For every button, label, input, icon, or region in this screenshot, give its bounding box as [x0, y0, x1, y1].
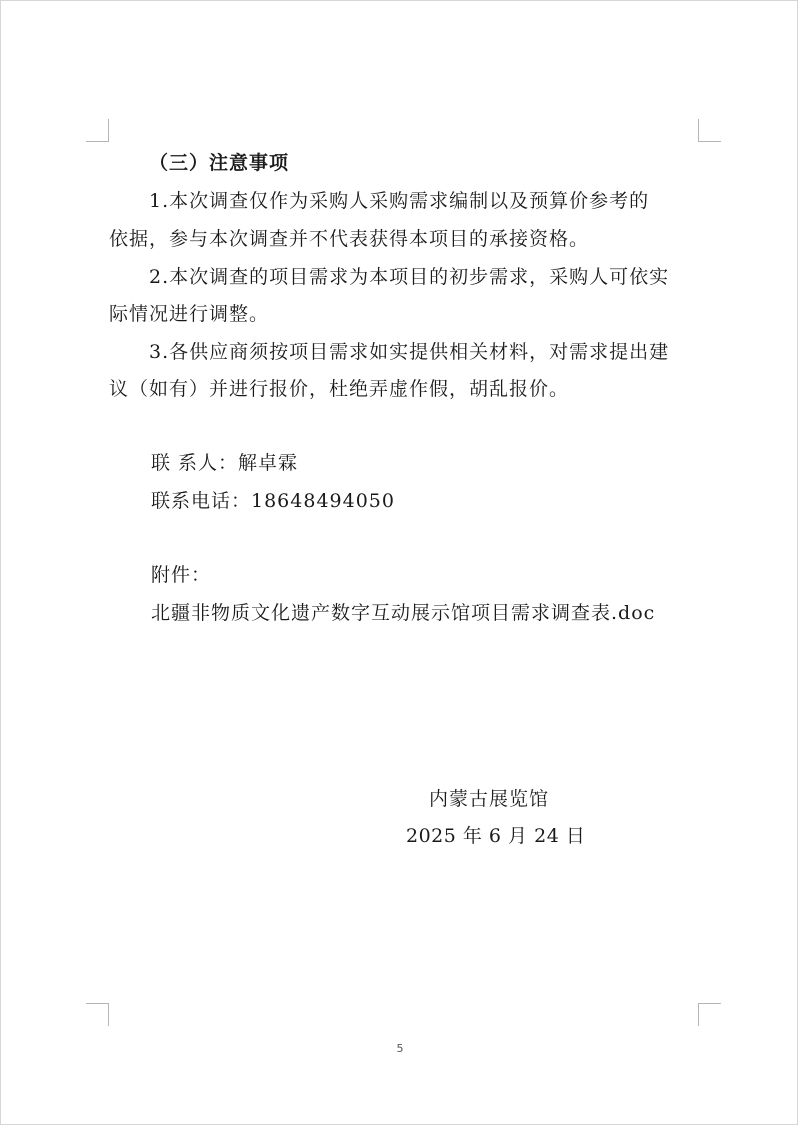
notice-item-1-line-2: 依据，参与本次调查并不代表获得本项目的承接资格。 [109, 228, 590, 250]
signature-organization: 内蒙古展览馆 [429, 788, 550, 810]
margin-corner-top-left [86, 119, 109, 142]
margin-corner-bottom-right [698, 1003, 721, 1026]
margin-corner-top-right [698, 119, 721, 142]
contact-person: 联 系人：解卓霖 [151, 452, 299, 474]
notice-item-2-line-1: 2.本次调查的项目需求为本项目的初步需求，采购人可依实 [149, 266, 670, 288]
attachment-filename: 北疆非物质文化遗产数字互动展示馆项目需求调查表.doc [151, 602, 656, 624]
margin-corner-bottom-left [86, 1003, 109, 1026]
notice-item-3-line-1: 3.各供应商须按项目需求如实提供相关材料，对需求提出建 [149, 341, 670, 363]
notice-item-1-line-1: 1.本次调查仅作为采购人采购需求编制以及预算价参考的 [149, 190, 650, 212]
notice-item-2-line-2: 际情况进行调整。 [109, 303, 270, 325]
section-heading: （三）注意事项 [149, 152, 290, 174]
attachment-label: 附件： [151, 564, 212, 586]
signature-date: 2025 年 6 月 24 日 [406, 825, 586, 847]
page-number: 5 [396, 1042, 404, 1055]
contact-phone: 联系电话：18648494050 [151, 490, 395, 512]
notice-item-3-line-2: 议（如有）并进行报价，杜绝弄虚作假，胡乱报价。 [109, 378, 570, 400]
